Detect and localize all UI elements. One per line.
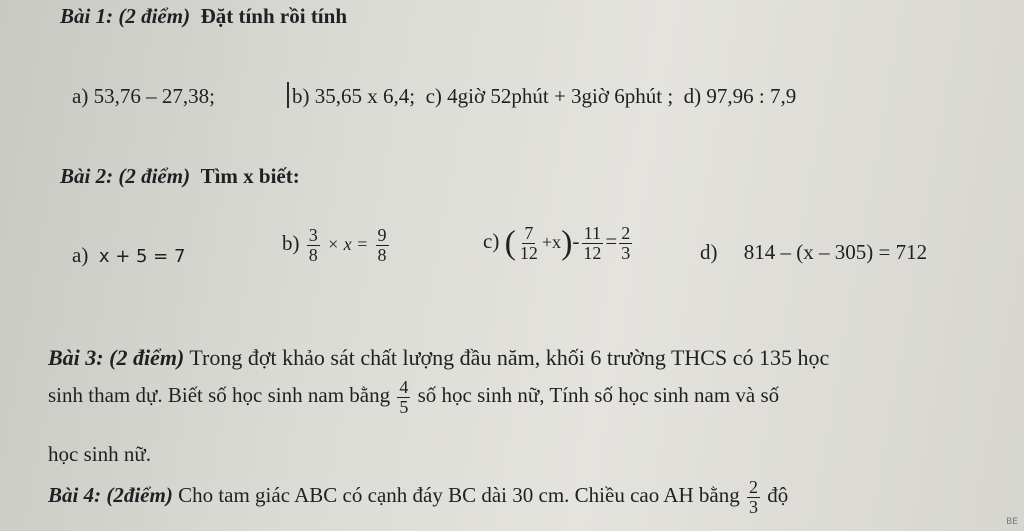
fraction-numerator: 4 [399,377,409,397]
bai4-text: Cho tam giác ABC có cạnh đáy BC dài 30 cm. Chiều cao AH bằng [178,483,740,508]
fraction-numerator: 2 [621,223,631,243]
close-paren: ) [561,224,573,262]
bai3-fraction [397,378,410,417]
corner-mark: BE [1006,517,1018,527]
bai4-tail: độ [767,483,789,508]
bai2-b-label: b) [282,231,300,256]
bai2-d [700,240,927,265]
bai1-b-expr: 35,65 x 6,4; [314,84,416,108]
bai2-title: Bài 2: (2 điểm) [60,164,191,188]
bai1-a-label: a) [72,84,89,108]
bai1-c-expr: 4giờ 52phút + 3giờ 6phút ; [447,84,674,108]
fraction-denominator: 8 [308,244,318,265]
bai1-a-expr: 53,76 – 27,38; [93,84,215,108]
bai1-d-expr: 97,96 : 7,9 [706,84,797,108]
bai3-text-1: Trong đợt khảo sát chất lượng đầu năm, khối 6 trường THCS có 135 học [189,345,830,370]
bai2-b-fraction-2 [376,226,389,265]
fraction-denominator: 12 [583,242,602,263]
bai2-c-fraction-3 [619,224,632,263]
open-paren: ( [504,224,516,262]
bai1-d-label: d) [683,84,702,108]
bai2-c-fraction-1 [518,224,540,263]
bai3-line-2 [48,378,779,417]
bai4-line [48,478,788,517]
bai2-a-label: a) [72,243,89,267]
bai1-title: Bài 1: (2 điểm) [60,4,191,28]
bai2-c-eq: = [605,229,618,254]
fraction-numerator: 2 [748,477,758,497]
bai2-c-minus: - [572,229,580,254]
bai4-title: Bài 4: (2điểm) [48,483,173,508]
bai3-text-3: học sinh nữ. [48,442,151,466]
bai3-title: Bài 3: (2 điểm) [48,345,185,370]
bai1-b-label: b) [292,84,310,108]
fraction-denominator: 5 [399,396,409,417]
bai1-items [72,84,215,109]
fraction-denominator: 3 [748,496,758,517]
bai2-a-expr: x + 5 = 7 [98,246,186,267]
fraction-numerator: 11 [583,223,602,243]
bai1-items-rest [292,84,796,109]
bai2-c-fraction-2 [581,224,603,263]
bai2-task: Tìm x biết: [200,164,300,188]
bai2-c-plus: +x [541,232,562,253]
bai3-text-2a: sinh tham dự. Biết số học sinh nam bằng [48,383,391,408]
fraction-numerator: 9 [377,225,387,245]
margin-pen-mark [287,82,289,108]
fraction-denominator: 8 [377,244,387,265]
bai2-c-label: c) [483,229,500,254]
bai2-heading [60,164,300,189]
fraction-numerator: 7 [524,223,534,243]
bai1-c-label: c) [425,84,442,108]
fraction-denominator: 12 [519,242,538,263]
bai2-b-fraction-1 [307,226,320,265]
bai2-a [72,243,185,268]
fraction-denominator: 3 [621,242,631,263]
bai2-d-label: d) [700,240,718,264]
bai3-text-2b: số học sinh nữ, Tính số học sinh nam và số [417,383,780,408]
bai3-line-3 [48,442,151,467]
bai1-heading [60,4,347,29]
bai4-fraction [747,478,760,517]
bai3-line-1 [48,345,829,371]
bai2-b-mid: × x = [327,234,369,255]
bai2-b [282,226,391,265]
bai2-d-expr: 814 – (x – 305) = 712 [743,240,928,264]
bai1-task: Đặt tính rồi tính [200,4,347,28]
fraction-numerator: 3 [308,225,318,245]
bai2-c [483,224,634,263]
